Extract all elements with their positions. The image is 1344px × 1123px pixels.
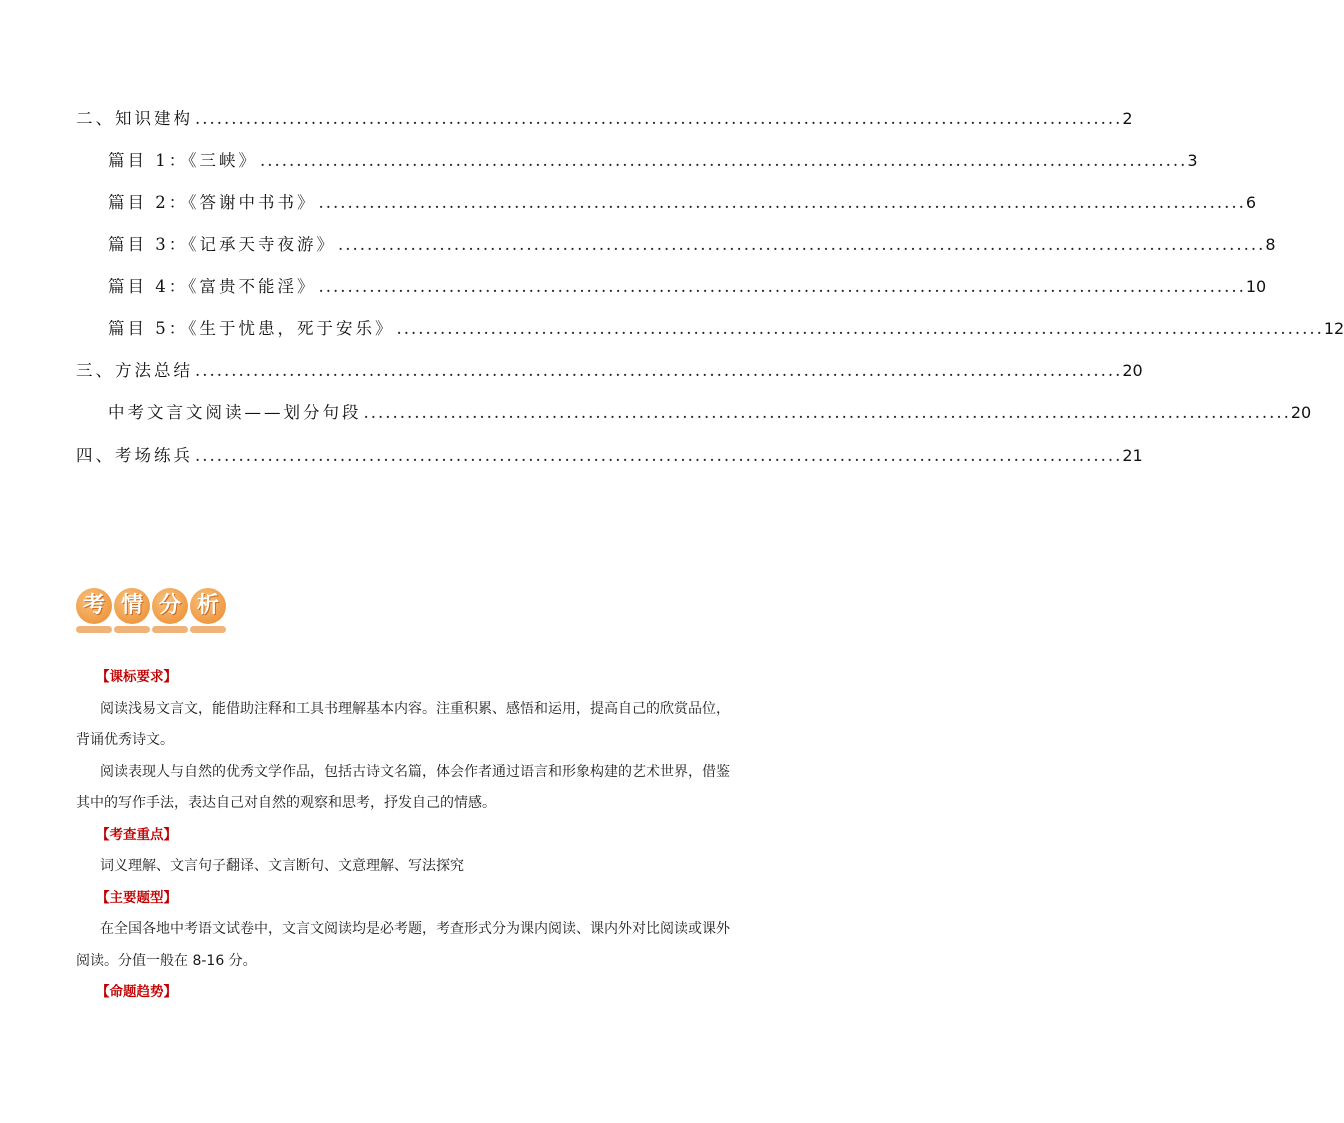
banner-char: 析	[190, 588, 226, 624]
toc-leader-dots: ................................................................................................................................	[338, 235, 1266, 254]
toc-entry-title: 篇目 5：《生于忧患，死于安乐》	[108, 319, 395, 338]
toc-page-number: 20	[1290, 403, 1312, 422]
banner-underline	[152, 626, 188, 633]
banner-char: 分	[152, 588, 188, 624]
curriculum-requirements-paragraph-1: 阅读浅易文言文，能借助注释和工具书理解基本内容。注重积累、感悟和运用，提高自己的欣赏品位，背诵优秀诗文。	[76, 700, 730, 748]
question-types-heading: 【主要题型】	[96, 889, 177, 906]
toc-entry-title: 中考文言文阅读——划分句段	[108, 403, 362, 422]
toc-entry-title: 二、知识建构	[76, 109, 193, 128]
exam-analysis-content	[76, 662, 736, 1009]
exam-focus-heading: 【考查重点】	[96, 826, 177, 843]
banner-underline	[114, 626, 150, 633]
toc-entry-title: 篇目 2：《答谢中书书》	[108, 193, 317, 212]
toc-entry-article-1[interactable]	[108, 150, 1198, 172]
toc-entry-article-2[interactable]	[108, 192, 1257, 214]
toc-page-number: 6	[1245, 193, 1257, 212]
toc-entry-knowledge[interactable]	[76, 108, 1133, 130]
toc-entry-exam-practice[interactable]	[76, 445, 1143, 467]
toc-entry-title: 四、考场练兵	[76, 446, 193, 465]
toc-entry-title: 篇目 1：《三峡》	[108, 151, 258, 170]
toc-page-number: 8	[1265, 235, 1276, 254]
toc-page-number: 12	[1323, 319, 1344, 338]
banner-underline	[76, 626, 112, 633]
toc-entry-title: 篇目 3：《记承天寺夜游》	[108, 235, 336, 254]
toc-page-number: 2	[1122, 109, 1133, 128]
toc-page-number: 20	[1122, 361, 1143, 380]
toc-leader-dots: ................................................................................................................................	[195, 446, 1123, 465]
banner-underline	[190, 626, 226, 633]
toc-leader-dots: ................................................................................................................................	[363, 403, 1291, 422]
toc-page-number: 21	[1122, 446, 1143, 465]
toc-page-number: 10	[1245, 277, 1267, 296]
toc-entry-article-4[interactable]	[108, 276, 1267, 298]
curriculum-requirements-heading: 【课标要求】	[96, 669, 177, 685]
toc-entry-title: 篇目 4：《富贵不能淫》	[108, 277, 317, 296]
banner-char: 考	[76, 588, 112, 624]
toc-leader-dots: ................................................................................................................................	[195, 361, 1123, 380]
toc-entry-article-3[interactable]	[108, 234, 1276, 256]
toc-leader-dots: ................................................................................................................................	[195, 109, 1123, 128]
toc-entry-title: 三、方法总结	[76, 361, 193, 380]
proposition-trends-heading: 【命题趋势】	[96, 984, 177, 1000]
banner-char: 情	[114, 588, 150, 624]
exam-analysis-banner	[76, 584, 226, 636]
toc-leader-dots: ................................................................................................................................	[260, 151, 1188, 170]
exam-focus-paragraph: 词义理解、文言句子翻译、文言断句、文意理解、写法探究	[100, 858, 464, 874]
toc-entry-article-5[interactable]	[108, 318, 1344, 340]
question-types-paragraph: 在全国各地中考语文试卷中，文言文阅读均是必考题，考查形式分为课内阅读、课内外对比阅读或课外阅读。分值一般在 8-16 分。	[76, 921, 730, 969]
curriculum-requirements-paragraph-2: 阅读表现人与自然的优秀文学作品，包括古诗文名篇，体会作者通过语言和形象构建的艺术世界，借鉴其中的写作手法，表达自己对自然的观察和思考，抒发自己的情感。	[76, 763, 730, 811]
toc-leader-dots: ................................................................................................................................	[318, 193, 1246, 212]
toc-entry-method-summary[interactable]	[76, 360, 1143, 382]
toc-leader-dots: ................................................................................................................................	[318, 277, 1246, 296]
toc-page-number: 3	[1187, 151, 1198, 170]
toc-entry-sentence-division[interactable]	[108, 402, 1312, 424]
toc-leader-dots: ................................................................................................................................	[396, 319, 1324, 338]
